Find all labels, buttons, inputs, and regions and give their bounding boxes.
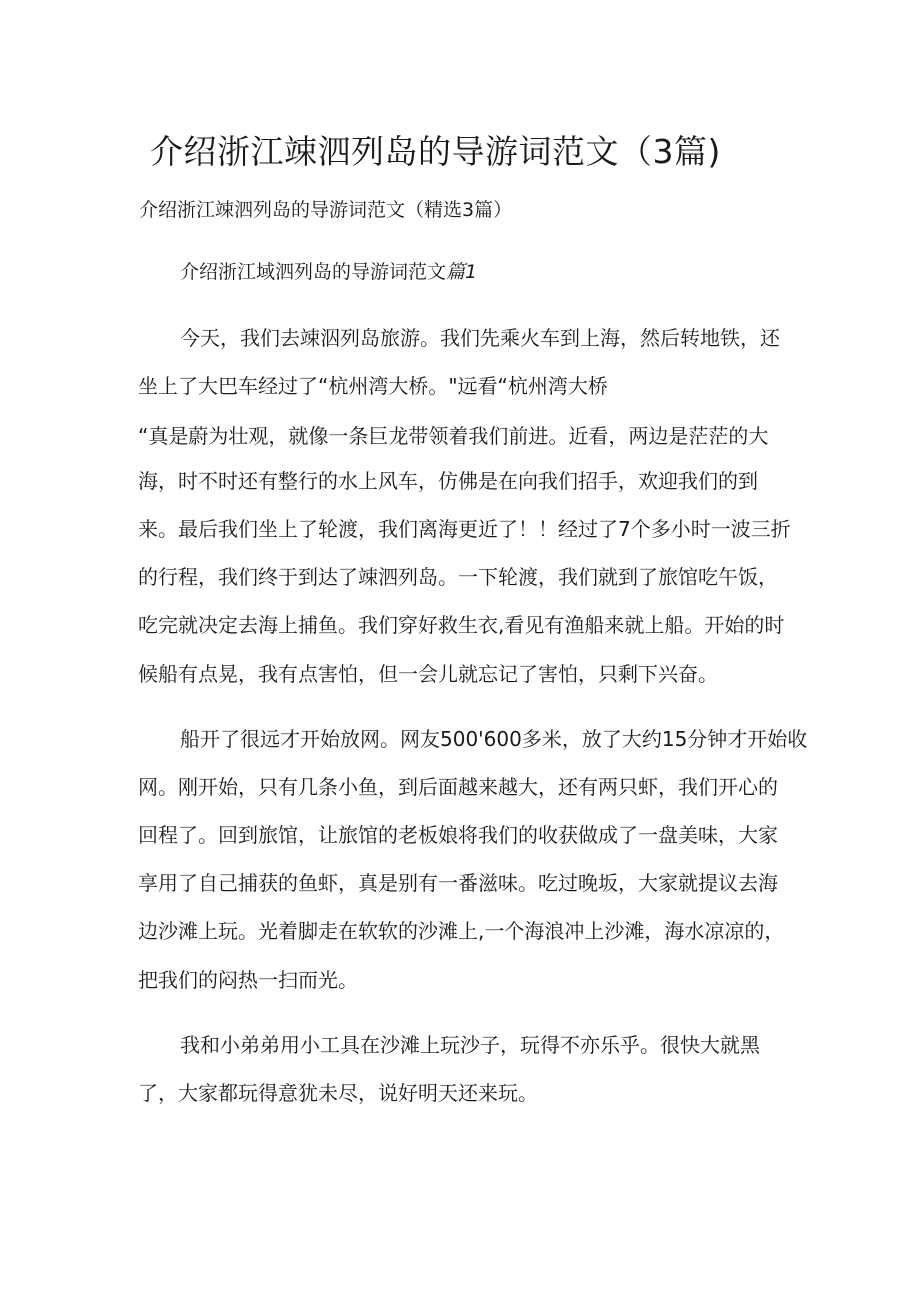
document-subtitle: 介绍浙江竦泗列岛的导游词范文（精选3篇） xyxy=(139,199,513,221)
paragraph-line: 来。最后我们坐上了轮渡，我们离海更近了！！经过了7个多小时一波三折 xyxy=(138,517,791,541)
document-title: 介绍浙江竦泗列岛的导游词范文（3篇) xyxy=(150,132,721,171)
paragraph-line: 候船有点晃，我有点害怕，但一会儿就忘记了害怕，只剩下兴奋。 xyxy=(138,662,718,686)
paragraph-line: 坐上了大巴车经过了“杭州湾大桥。"远看“杭州湾大桥 xyxy=(138,374,608,398)
paragraph-line: 的行程，我们终于到达了竦泗列岛。一下轮渡，我们就到了旅馆吃午饭， xyxy=(138,565,778,589)
paragraph-line: 回程了。回到旅馆，让旅馆的老板娘将我们的收获做成了一盘美味，大家 xyxy=(138,823,778,847)
paragraph-line: 享用了自己捕获的鱼虾，真是别有一番滋味。吃过晚坂，大家就提议去海 xyxy=(138,871,778,895)
section-heading-label: 篇1 xyxy=(446,261,478,283)
paragraph-line: 海，时不时还有整行的水上风车，仿佛是在向我们招手，欢迎我们的到 xyxy=(138,469,758,493)
paragraph-line: 我和小弟弟用小工具在沙滩上玩沙子，玩得不亦乐乎。很快大就黑 xyxy=(180,1033,760,1057)
paragraph-line: 把我们的闷热一扫而光。 xyxy=(138,968,358,992)
paragraph-line: 今天，我们去竦泅列岛旅游。我们先乘火车到上海，然后转地铁，还 xyxy=(180,326,780,350)
section-heading-text: 介绍浙江域泗列岛的导游词范文 xyxy=(180,261,447,283)
paragraph-line: 了，大家都玩得意犹未尽，说好明天还来玩。 xyxy=(138,1081,538,1105)
paragraph-line: 边沙滩上玩。光着脚走在软软的沙滩上,一个海浪冲上沙滩，海水凉凉的， xyxy=(138,919,785,943)
paragraph-line: 网。刚开始，只有几条小鱼，到后面越来越大，还有两只虾，我们开心的 xyxy=(138,775,778,799)
section-heading xyxy=(180,257,477,287)
paragraph-line: “真是蔚为壮观，就像一条巨龙带领着我们前进。近看，两边是茫茫的大 xyxy=(138,424,769,448)
paragraph-line: 船开了很远才开始放网。网友500'600多米，放了大约15分钟才开始收 xyxy=(180,727,808,751)
paragraph-line: 吃完就决定去海上捕鱼。我们穿好救生衣,看见有渔船来就上船。开始的时 xyxy=(138,613,785,637)
